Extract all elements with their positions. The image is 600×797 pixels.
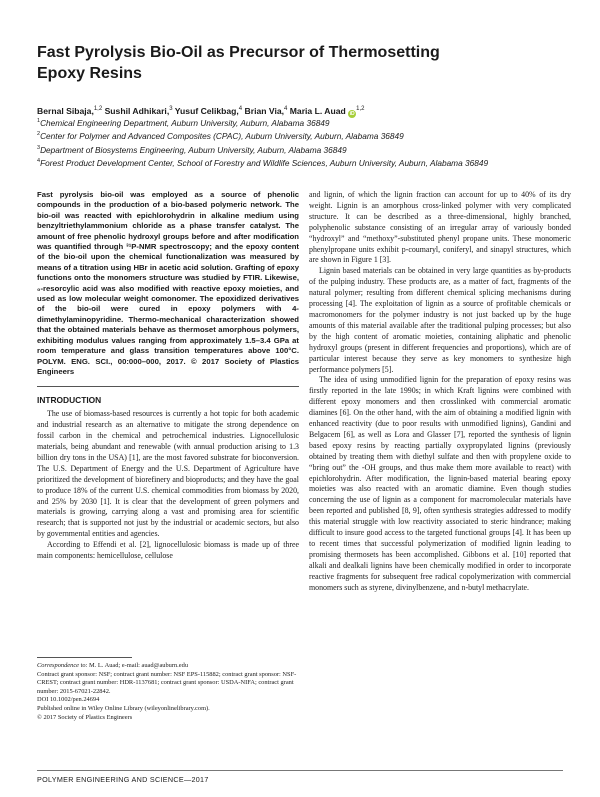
author-name: Maria L. Auad <box>289 105 346 116</box>
author-name: Bernal Sibaja, <box>37 105 94 116</box>
body-paragraph: The idea of using unmodified lignin for the preparation of epoxy resins was firstly reported in the late 1990s; in which Kraft lignins were combined with different epoxy monomers and then crosslinked with commercial aromatic diamines [6]. On the other hand, with the aim of obtaining a modified lignin with enhanced reactivity (due to poor results with unmodified lignins), Gandini and Belgacem [6], as well as Lora and Glasser [7], reported the synthesis of lignin based epoxy resins by reacting partially oxypropylated lignins (previously obtained by treating them with diethyl sulfate and then with propylene oxide to “bring out” the -OH groups, and thus make them more available to react) with epichlorohydrin. After modification, the lignin-based material bearing epoxy moieties was also reacted with an aromatic diamine. Even though studies concerning the use of lignin as a component for macromolecular materials have been reported and published [8, 9], often synthesis strategies addressed to modify this material struggle with low reactivity associated to steric hindrance; making difficult to insure good access to the targeted functional groups [4]. It has been up to recent times that successful polymerization of modified lignin leading to promising thermosets has been accomplished. Gibbons et al. [10] reported that alkali and dealkali lignins have been chemically modified in order to incorporate reactive fragments for subsequent free radical copolymerization with commercial monomers such as styrene, divinylbenzene, and n-butyl methacrylate. <box>309 375 571 592</box>
affiliation-text: Chemical Engineering Department, Auburn University, Auburn, Alabama 36849 <box>40 117 330 128</box>
correspondence-line <box>37 662 299 671</box>
affiliation-text: Department of Biosystems Engineering, Auburn University, Auburn, Alabama 36849 <box>40 144 347 155</box>
section-heading: INTRODUCTION <box>37 395 102 406</box>
affiliation-text: Forest Product Development Center, School of Forestry and Wildlife Sciences, Auburn University, Auburn, Alabama 36849 <box>40 157 489 168</box>
body-paragraph: and lignin, of which the lignin fraction can account for up to 40% of its dry weight. Lignin is an amorphous cross-linked polymer with very complicated structure. It can be described as a three-dimensional, highly branched, polyphenolic substance consisting of an irregular array of variously bonded “hydroxyl” and “methoxy”-substituted phenyl propane units. These monomeric phenylpropane units exhibit p-coumaryl, coniferyl, and sinapyl structures, which are shown in Figure 1 [3]. <box>309 190 571 265</box>
copyright-line: © 2017 Society of Plastics Engineers <box>37 713 133 721</box>
doi-line[interactable]: DOI 10.1002/pen.24694 <box>37 696 100 704</box>
author-affil-ref: 1,2 <box>356 106 365 112</box>
footnote <box>37 662 299 722</box>
author-affil-ref: 3 <box>169 106 173 112</box>
author-name: Yusuf Celikbag, <box>174 105 239 116</box>
author-affil-ref: 4 <box>284 106 288 112</box>
affiliation <box>37 143 567 156</box>
running-footer: POLYMER ENGINEERING AND SCIENCE—2017 <box>37 775 209 784</box>
abstract: Fast pyrolysis bio-oil was employed as a source of phenolic compounds in the production of a bio-based polymeric network. The bio-oil was reacted with epichlorohydrin in alkaline medium using benzyltriethylammonium chloride as a phase transfer catalyst. The amount of free phenolic hydroxyl groups before and after modification was quantified through ³¹P-NMR spectroscopy; and the epoxy content of the bio-oil upon the chemical functionalization was measured by means of a titration using HBr in acetic acid solution. Grafting of epoxy functions onto the monomers structure was studied by FTIR. Likewise, ₀-resorcylic acid was also modified with reactive epoxy moieties, and used as low molecular weight comonomer. The epoxidized derivatives of the bio-oil were cured in epoxy polymers with 4-dimethylaminopyridine. Thermo-mechanical characterization showed that the obtained materials behave as thermoset amorphous polymers, exhibiting modulus values ranging from approximately 1.5–3.4 GPa at room temperature and glass transition temperatures above 100°C. POLYM. ENG. SCI., 00:000–000, 2017. © 2017 Society of Plastics Engineers <box>37 190 299 376</box>
affiliation-list <box>37 116 567 169</box>
author-affil-ref: 4 <box>238 106 243 112</box>
left-column <box>37 190 299 562</box>
grant-line: Contract grant sponsor: NSF; contract grant number: NSF EPS-115882; contract grant sponsor: NSF-CREST; contract grant number: HDR-1137681; contract grant sponsor: USDA-NIFA; contract grant number: 2015-67021-22842. <box>37 670 297 695</box>
body-paragraph: According to Effendi et al. [2], lignocellulosic biomass is made up of three main components: hemicellulose, cellulose <box>37 540 299 561</box>
affiliation-number: 3 <box>37 144 41 151</box>
footnote-divider <box>37 657 132 658</box>
affiliation-number: 1 <box>37 118 41 124</box>
article-title: Fast Pyrolysis Bio-Oil as Precursor of Thermosetting Epoxy Resins <box>37 44 440 82</box>
correspondence-label: Correspondence <box>37 662 80 669</box>
author-name: Sushil Adhikari, <box>104 105 170 116</box>
footer-divider <box>37 770 563 771</box>
body-paragraph: Lignin based materials can be obtained in very large quantities as by-products of the pulping industry. These products are, as a matter of fact, fragments of the natural polymer; resulting from different chemical splicing mechanisms during processing [4]. The exploitation of lignin as a source of profitable chemicals or macromonomers for the polymer industry is not just backed up by the huge amounts of this material available after the traditional pulping processes; but also by the high content of aromatic moieties, containing aliphatic and phenolic hydroxyl groups (present in different frequencies and proportions), which are of particular interest because they serve as key monomers to synthesize high performance polymers [5]. <box>309 266 571 374</box>
affiliation <box>37 116 567 129</box>
affiliation-text: Center for Polymer and Advanced Composites (CPAC), Auburn University, Auburn, Alabama 36849 <box>40 131 404 142</box>
body-paragraph: The use of biomass-based resources is currently a hot topic for both academic and industrial research as an alternative to mitigate the strong dependence on fossil carbon in the chemical and petrochemical industries. Lignocellulosic materials, being abundant and renewable (with annual production arising to 1.3 billion dry tons in the USA) [1], are the most favored substrate for bioconversion. The U.S. Department of Energy and the U.S. Department of Agriculture have prioritized the development of biorefinery and bioproducts; and they have the goal to produce 18% of the current U.S. chemical commodities from biomass by 2020, and 25% by 2030 [1]. It is clear that the development of green polymers and materials is growing, carrying along a vast and promising area for scientific research; that is supported not just by the industrial or academic sectors, but also by governmental entities and agencies. <box>37 409 299 539</box>
right-column <box>309 190 571 594</box>
orcid-icon[interactable]: iD <box>349 110 355 117</box>
author-affil-ref: 1,2 <box>93 106 103 112</box>
affiliation <box>37 156 567 169</box>
abstract-divider <box>37 386 299 387</box>
author-name: Brian Via, <box>244 105 285 116</box>
affiliation-number: 2 <box>37 131 41 138</box>
affiliation <box>37 129 567 142</box>
correspondence-text: to: M. L. Auad; e-mail: auad@auburn.edu <box>79 662 189 669</box>
affiliation-number: 4 <box>37 158 41 165</box>
published-line: Published online in Wiley Online Library (wileyonlinelibrary.com). <box>37 704 210 712</box>
